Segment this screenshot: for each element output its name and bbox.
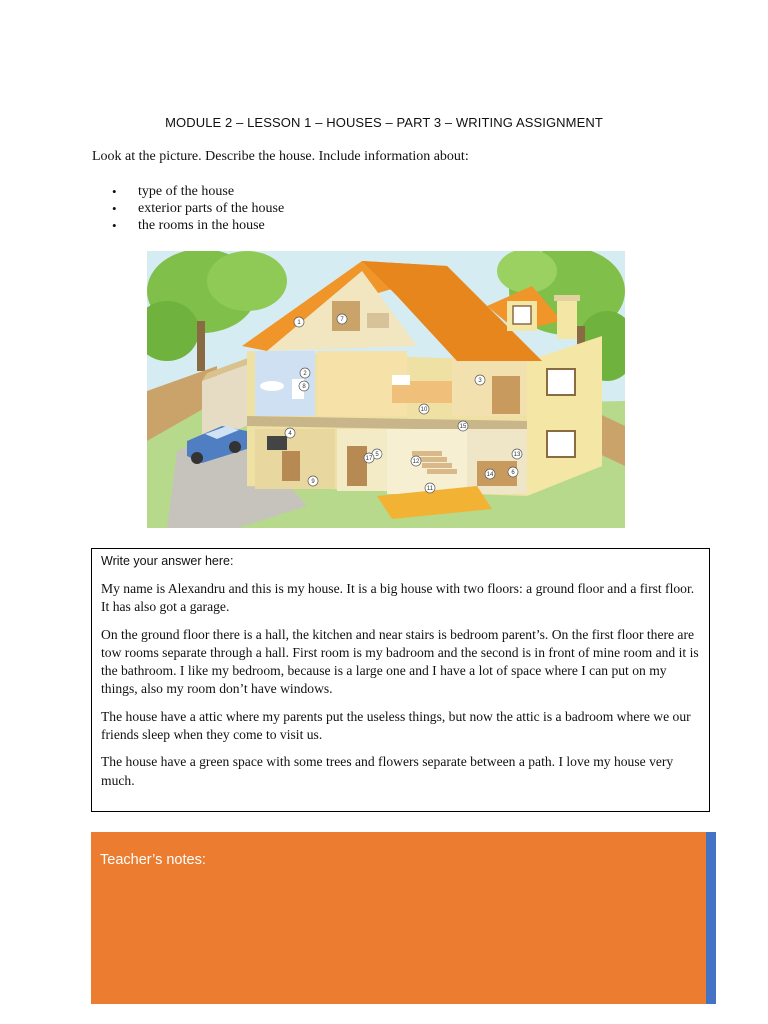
answer-label: Write your answer here: (101, 554, 234, 568)
page-title: MODULE 2 – LESSON 1 – HOUSES – PART 3 – WRITING ASSIGNMENT (165, 115, 603, 130)
answer-paragraph: On the ground floor there is a hall, the kitchen and near stairs is bedroom parent’s. On the first floor there are tow rooms separate through a hall. First room is my badroom and the second is in front of mine room and it is the bathroom. I like my bedroom, because is a large one and I have a lot of space where I can put on my things, also my room don’t have windows. (101, 626, 699, 697)
diagram-label: 12 (412, 459, 420, 465)
answer-text (101, 580, 701, 799)
list-item: • exterior parts of the house (112, 200, 284, 217)
diagram-label: 7 (340, 317, 344, 323)
diagram-label: 14 (486, 472, 494, 478)
instruction-text: Look at the picture. Describe the house. Include information about: (92, 149, 469, 164)
diagram-label: 8 (302, 384, 306, 390)
answer-paragraph: My name is Alexandru and this is my house. It is a big house with two floors: a ground floor and a first floor. It has also got a garage. (101, 581, 695, 615)
list-item: • type of the house (112, 183, 284, 200)
diagram-label: 10 (420, 407, 428, 413)
diagram-label: 4 (288, 431, 292, 437)
diagram-label: 13 (513, 452, 521, 458)
bullet-list (112, 183, 284, 234)
diagram-label: 11 (426, 486, 434, 492)
diagram-label: 9 (311, 479, 315, 485)
diagram-label: 5 (375, 452, 379, 458)
diagram-label: 15 (459, 424, 467, 430)
teacher-notes-label: Teacher’s notes: (100, 852, 206, 868)
answer-paragraph: The house have a attic where my parents put the useless things, but now the attic is a badroom where we our friends sleep when they come to visit us. (101, 708, 691, 743)
house-illustration (147, 251, 625, 528)
diagram-label: 1 (297, 320, 301, 326)
diagram-label: 17 (365, 456, 373, 462)
diagram-label: 6 (511, 470, 515, 476)
diagram-label: 2 (303, 371, 307, 377)
teacher-notes-box (91, 832, 716, 1004)
answer-box (91, 548, 710, 812)
answer-paragraph: The house have a green space with some trees and flowers separate between a path. I love my house very much. (101, 754, 674, 788)
list-item: • the rooms in the house (112, 217, 284, 234)
notes-accent-stripe (706, 832, 716, 1004)
diagram-label: 3 (478, 378, 482, 384)
